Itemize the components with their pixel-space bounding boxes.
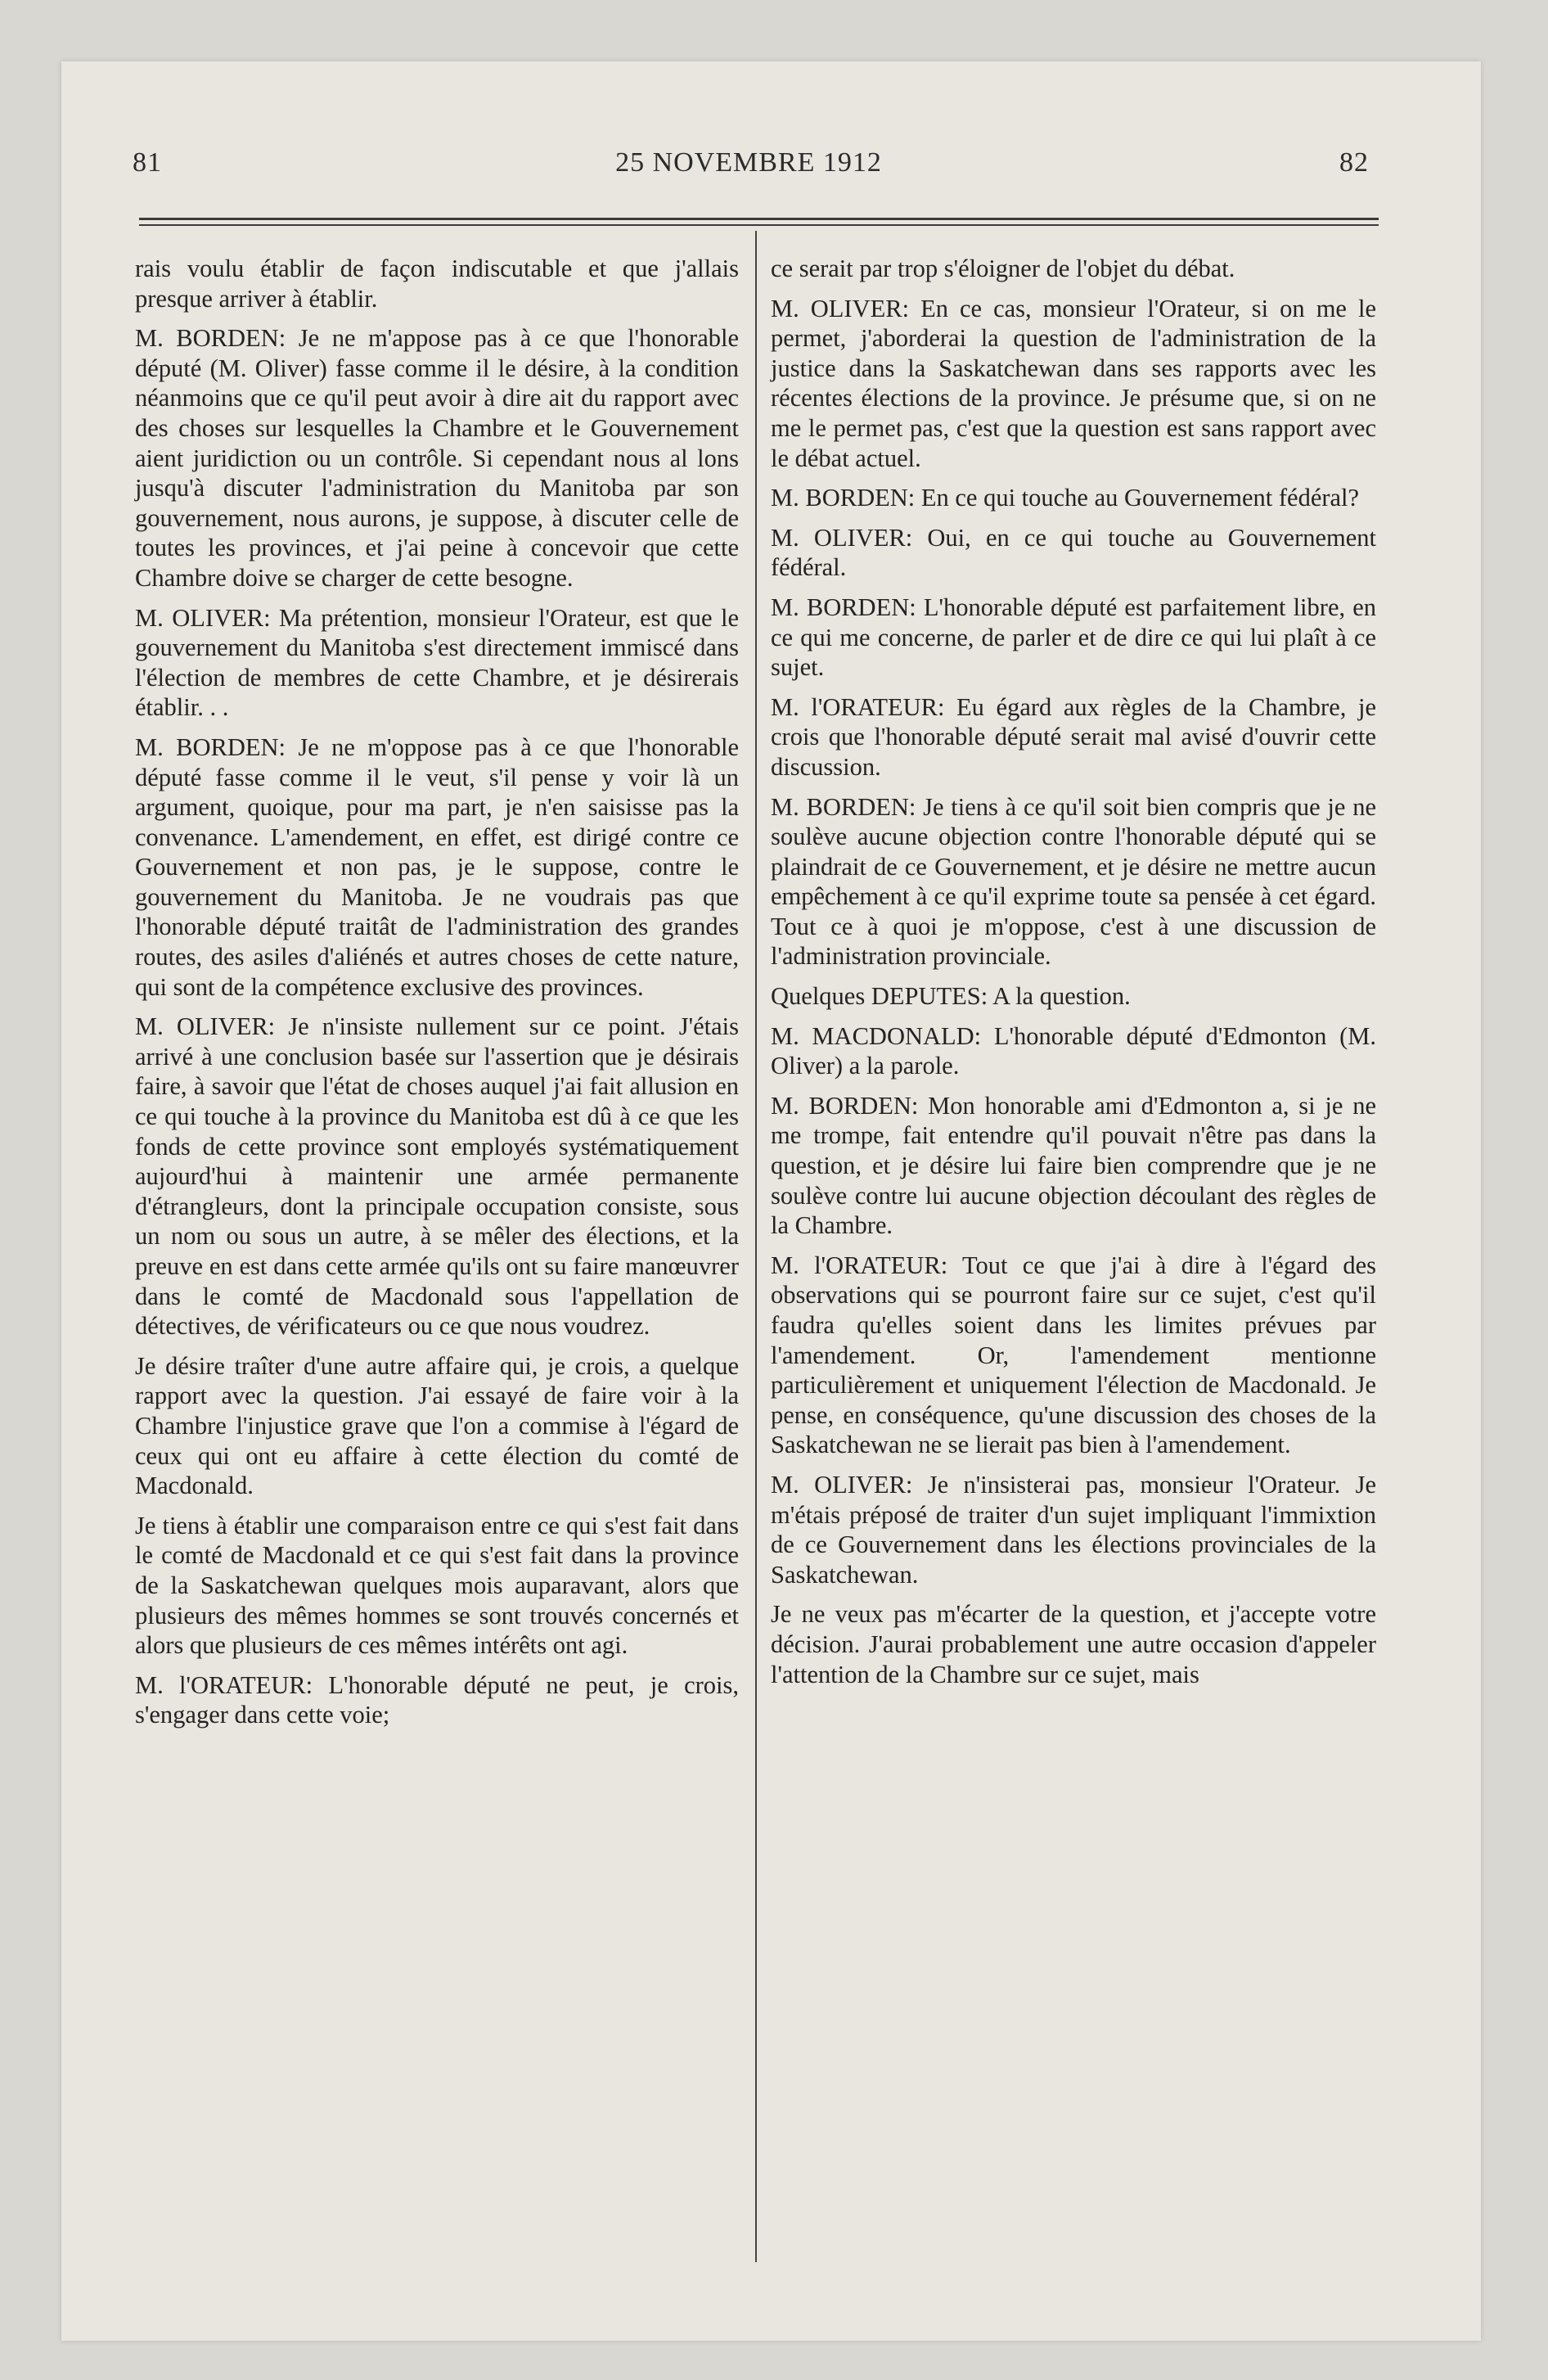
paragraph: M. l'ORATEUR: Tout ce que j'ai à dire à l'égard des observations qui se pourront faire sur ce sujet, c'est qu'il faudra qu'elles soient dans les limites prévues par l'amendement. Or, l'amendement mentionne particulièrement et uniquement l'élection de Macdonald. Je pense, en conséquence, qu'une discussion des choses de la Saskatchewan ne se lierait pas bien à l'amendement. [771,1251,1376,1459]
paragraph: M. BORDEN: L'honorable député est parfaitement libre, en ce qui me concerne, de parler et de dire ce qui lui plaît à ce sujet. [771,593,1376,682]
paragraph: rais voulu établir de façon indiscutable et que j'allais presque arriver à établir. [135,255,739,313]
paragraph: M. OLIVER: En ce cas, monsieur l'Orateur, si on me le permet, j'aborderai la question de l'administration de la justice dans la Saskatchewan dans ses rapports avec les récentes élections de la province. Je présume que, si on ne me le permet pas, c'est que la question est sans rapport avec le débat actuel. [771,294,1376,472]
paragraph: M. BORDEN: Je ne m'appose pas à ce que l'honorable député (M. Oliver) fasse comme il le désire, à la condition néanmoins que ce qu'il peut avoir à dire ait du rapport avec des choses sur lesquelles la Chambre et le Gouvernement aient juridiction ou un contrôle. Si cependant nous al lons jusqu'à discuter l'administration du Manitoba par son gouvernement, nous aurons, je suppose, à discuter celle de toutes les provinces, et j'ai peine à concevoir que cette Chambre doive se charger de cette besogne. [135,324,739,592]
paragraph: M. MACDONALD: L'honorable député d'Edmonton (M. Oliver) a la parole. [771,1021,1376,1080]
paragraph: M. OLIVER: Je n'insiste nullement sur ce point. J'étais arrivé à une conclusion basée sur l'assertion que je désirais faire, à savoir que l'état de choses auquel j'ai fait allusion en ce qui touche à la province du Manitoba est dû à ce que les fonds de cette province sont employés systématiquement aujourd'hui à maintenir une armée permanente d'étrangleurs, dont la principale occupation consiste, sous un nom ou sous un autre, à se mêler des élections, et la preuve en est dans cette armée qu'ils ont su faire manœuvrer dans le comté de Macdonald sous l'appellation de détectives, de vérificateurs ou ce que nous voudrez. [135,1012,739,1341]
paragraph: M. OLIVER: Oui, en ce qui touche au Gouvernement fédéral. [771,523,1376,582]
header-rule-top [139,218,1379,220]
column-divider [755,231,757,2262]
paragraph: M. BORDEN: Je ne m'oppose pas à ce que l'honorable député fasse comme il le veut, s'il pense y voir là un argument, quoique, pour ma part, je n'en saisisse pas la convenance. L'amendement, en effet, est dirigé contre ce Gouvernement et non pas, je le suppose, contre le gouvernement du Manitoba. Je ne voudrais pas que l'honorable député traitât de l'administration des grandes routes, des asiles d'aliénés et autres choses de cette nature, qui sont de la compétence exclusive des provinces. [135,732,739,1001]
page-number-left: 81 [133,147,162,178]
page-date: 25 NOVEMBRE 1912 [615,147,882,178]
paragraph: Je tiens à établir une comparaison entre ce qui s'est fait dans le comté de Macdonald et ce qui s'est fait dans la province de la Saskatchewan quelques mois auparavant, alors que plusieurs des mêmes hommes se sont trouvés concernés et alors que plusieurs de ces mêmes intérêts ont agi. [135,1511,739,1660]
header-rule-bottom [139,224,1379,226]
page-header [119,147,1379,196]
paragraph: M. OLIVER: Ma prétention, monsieur l'Orateur, est que le gouvernement du Manitoba s'est directement immiscé dans l'élection de membres de cette Chambre, et je désirerais établir. . . [135,603,739,722]
paragraph: M. BORDEN: Je tiens à ce qu'il soit bien compris que je ne soulève aucune objection contre l'honorable député qui se plaindrait de ce Gouvernement, et je désire ne mettre aucun empêchement à ce qu'il exprime toute sa pensée à cet égard. Tout ce à quoi je m'oppose, c'est à une discussion de l'administration provinciale. [771,792,1376,971]
page-number-right: 82 [1339,147,1369,178]
paragraph: M. BORDEN: Mon honorable ami d'Edmonton a, si je ne me trompe, fait entendre qu'il pouvait n'être pas dans la question, et je désire lui faire bien comprendre que je ne soulève contre lui aucune objection découlant des règles de la Chambre. [771,1091,1376,1240]
paragraph: ce serait par trop s'éloigner de l'objet du débat. [771,255,1235,282]
paragraph: Je désire traîter d'une autre affaire qui, je crois, a quelque rapport avec la question. J'ai essayé de faire voir à la Chambre l'injustice grave que l'on a commise à l'égard de ceux qui ont eu affaire à cette élection du comté de Macdonald. [135,1351,739,1500]
paragraph: M. OLIVER: Je n'insisterai pas, monsieur l'Orateur. Je m'étais préposé de traiter d'un sujet impliquant l'immixtion de ce Gouvernement dans les élections provinciales de la Saskatchewan. [771,1470,1376,1589]
paragraph: M. BORDEN: En ce qui touche au Gouvernement fédéral? [771,484,1360,512]
right-column [771,254,1376,1699]
paragraph: Quelques DEPUTES: A la question. [771,982,1131,1011]
paragraph: M. l'ORATEUR: Eu égard aux règles de la Chambre, je crois que l'honorable député serait mal avisé d'ouvrir cette discussion. [771,692,1376,781]
paragraph: Je ne veux pas m'écarter de la question, et j'accepte votre décision. J'aurai probablement une autre occasion d'appeler l'attention de la Chambre sur ce sujet, mais [771,1600,1376,1688]
paragraph: M. l'ORATEUR: L'honorable député ne peut, je crois, s'engager dans cette voie; [135,1670,739,1729]
left-column [135,254,739,1740]
